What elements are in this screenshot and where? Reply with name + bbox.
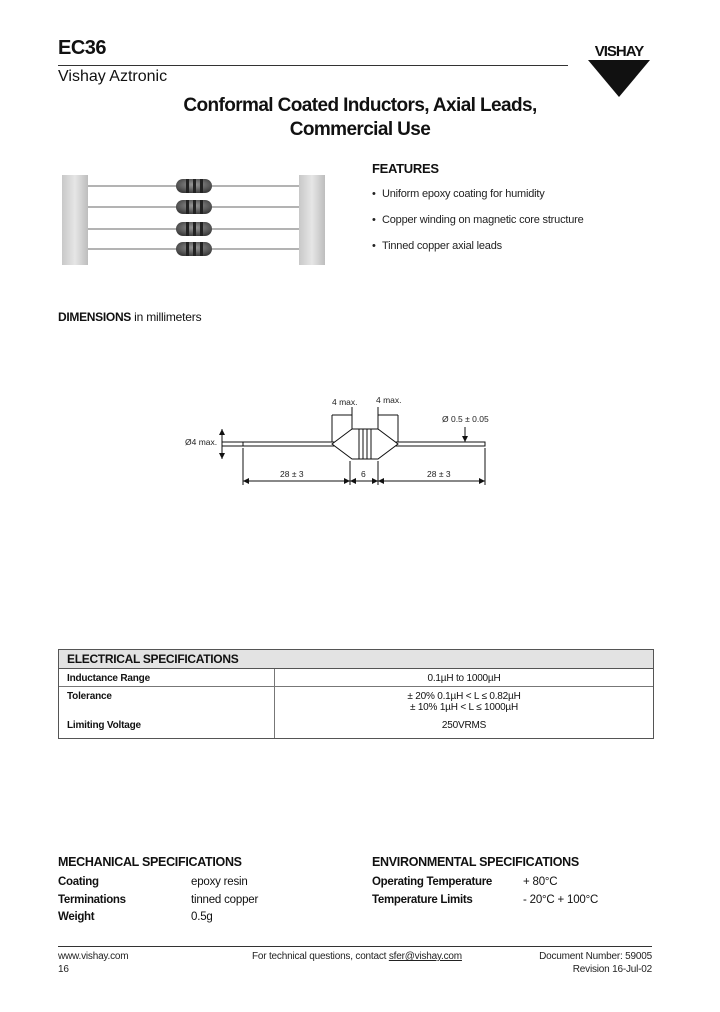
inductor-3 [88,222,299,236]
features-heading: FEATURES [372,161,439,176]
contact-prefix: For technical questions, contact [252,951,387,962]
environmental-specs-heading: ENVIRONMENTAL SPECIFICATIONS [372,855,579,869]
spec-label: Operating Temperature [372,876,493,888]
dim-body-length: 6 [361,469,366,479]
feature-item: • Tinned copper axial leads [372,240,502,252]
spec-label: Tolerance [67,691,112,702]
feature-text: Tinned copper axial leads [382,240,502,252]
dim-body-right: 4 max. [376,395,402,405]
spec-value: ± 10% 1µH < L ≤ 1000µH [409,702,519,713]
electrical-specs-title: ELECTRICAL SPECIFICATIONS [67,652,239,666]
company-name: Vishay Aztronic [58,68,168,85]
contact-email-link[interactable]: sfer@vishay.com [388,951,462,962]
spec-value: tinned copper [191,894,259,906]
dimensions-heading [58,310,201,324]
spec-value: - 20°C + 100°C [523,894,599,906]
product-photo [62,175,327,265]
feature-item: • Copper winding on magnetic core structure [372,214,584,226]
inductor-2 [88,200,299,214]
page-number: 16 [58,964,69,975]
spec-label: Temperature Limits [372,894,473,906]
feature-text: Copper winding on magnetic core structure [382,214,584,226]
vishay-logo [583,37,655,99]
dim-diameter: Ø4 max. [185,437,218,447]
title-line-2: Commercial Use [289,119,431,140]
inductor-1 [88,179,299,193]
spec-value: ± 20% 0.1µH < L ≤ 0.82µH [407,691,521,702]
spec-label: Inductance Range [67,673,150,684]
revision-date: Revision 16-Jul-02 [572,964,652,975]
logo-text: VISHAY [594,43,644,60]
spec-label: Coating [58,876,99,888]
dimensions-title: DIMENSIONS [58,310,132,324]
spec-value: epoxy resin [191,876,248,888]
spec-value: 0.1µH to 1000µH [427,673,501,684]
part-number: EC36 [58,37,107,59]
dimensions-units: in millimeters [134,310,202,324]
dim-lead-right: 28 ± 3 [427,469,451,479]
spec-value: + 80°C [523,876,558,888]
electrical-specs-table [58,649,654,739]
document-number: Document Number: 59005 [539,951,652,962]
header-rule [58,65,568,66]
electrical-specs-header [59,650,653,669]
contact-line [252,951,462,962]
feature-item: • Uniform epoxy coating for humidity [372,188,545,200]
spec-value: 0.5g [191,911,213,923]
mechanical-specs-heading: MECHANICAL SPECIFICATIONS [58,855,242,869]
spec-label: Weight [58,911,95,923]
footer-rule [58,946,652,947]
spec-label: Limiting Voltage [67,720,141,731]
inductor-4 [88,242,299,256]
dimension-drawing [180,385,510,495]
dim-lead-diameter: Ø 0.5 ± 0.05 [442,414,489,424]
website-link[interactable]: www.vishay.com [58,951,129,962]
dim-lead-left: 28 ± 3 [280,469,304,479]
spec-value: 250VRMS [441,720,487,731]
title-line-1: Conformal Coated Inductors, Axial Leads, [183,95,537,116]
feature-text: Uniform epoxy coating for humidity [382,188,545,200]
dim-body-left: 4 max. [332,397,358,407]
spec-label: Terminations [58,894,126,906]
